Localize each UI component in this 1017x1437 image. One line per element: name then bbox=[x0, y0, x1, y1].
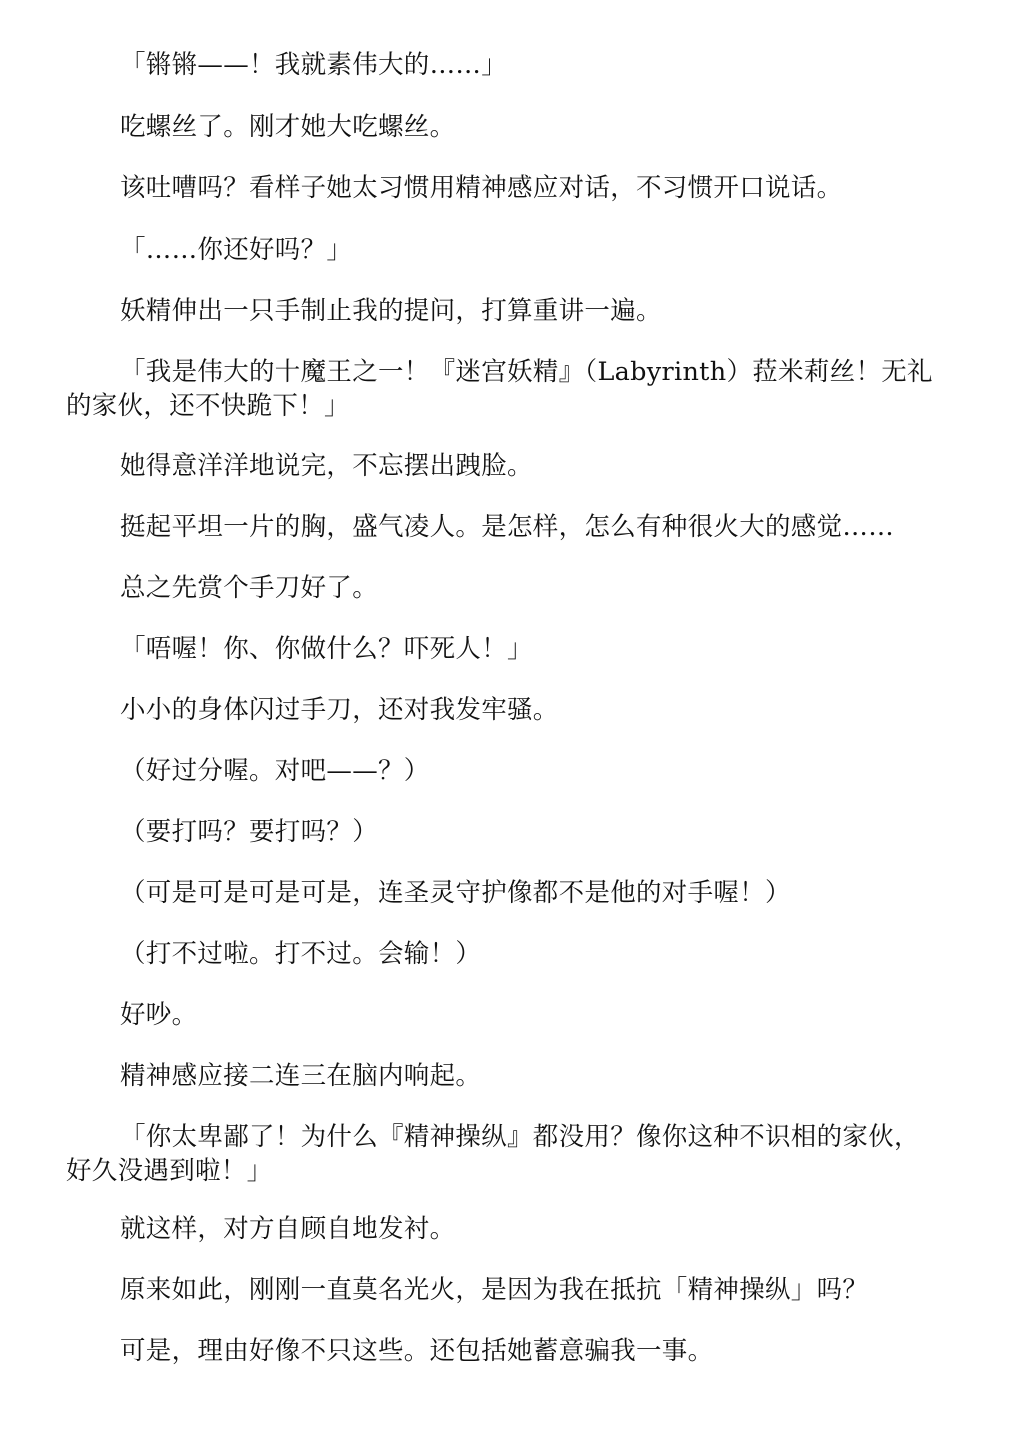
paragraph-15: （打不过啦。打不过。会输！） bbox=[120, 939, 482, 969]
paragraph-1: 「锵锵——！我就素伟大的……」 bbox=[120, 50, 508, 80]
paragraph-2: 吃螺丝了。刚才她大吃螺丝。 bbox=[120, 112, 456, 142]
paragraph-3: 该吐嘈吗？看样子她太习惯用精神感应对话，不习惯开口说话。 bbox=[120, 173, 843, 203]
paragraph-12: （好过分喔。对吧——？） bbox=[120, 756, 430, 786]
paragraph-11: 小小的身体闪过手刀，还对我发牢骚。 bbox=[120, 695, 559, 725]
paragraph-16: 好吵。 bbox=[120, 1000, 198, 1030]
paragraph-19: 就这样，对方自顾自地发衬。 bbox=[120, 1214, 456, 1244]
paragraph-9: 总之先赏个手刀好了。 bbox=[120, 573, 379, 603]
paragraph-5: 妖精伸出一只手制止我的提问，打算重讲一遍。 bbox=[120, 296, 662, 326]
paragraph-4: 「……你还好吗？」 bbox=[120, 235, 353, 265]
paragraph-18: 「你太卑鄙了！为什么『精神操纵』都没用？像你这种不识相的家伙，好久没遇到啦！」 bbox=[66, 1122, 920, 1186]
paragraph-17: 精神感应接二连三在脑内响起。 bbox=[120, 1061, 482, 1091]
paragraph-21: 可是，理由好像不只这些。还包括她蓄意骗我一事。 bbox=[120, 1336, 714, 1366]
paragraph-10: 「唔喔！你、你做什么？吓死人！」 bbox=[120, 634, 533, 664]
paragraph-13: （要打吗？要打吗？） bbox=[120, 817, 379, 847]
paragraph-8: 挺起平坦一片的胸，盛气凌人。是怎样，怎么有种很火大的感觉…… bbox=[120, 512, 895, 542]
paragraph-7: 她得意洋洋地说完，不忘摆出跩脸。 bbox=[120, 451, 533, 481]
paragraph-20: 原来如此，刚刚一直莫名光火，是因为我在抵抗「精神操纵」吗？ bbox=[120, 1275, 869, 1305]
paragraph-14: （可是可是可是可是，连圣灵守护像都不是他的对手喔！） bbox=[120, 878, 791, 908]
paragraph-6: 「我是伟大的十魔王之一！『迷宫妖精』（Labyrinth）菈米莉丝！无礼的家伙，还不快跪下！」 bbox=[66, 357, 933, 421]
